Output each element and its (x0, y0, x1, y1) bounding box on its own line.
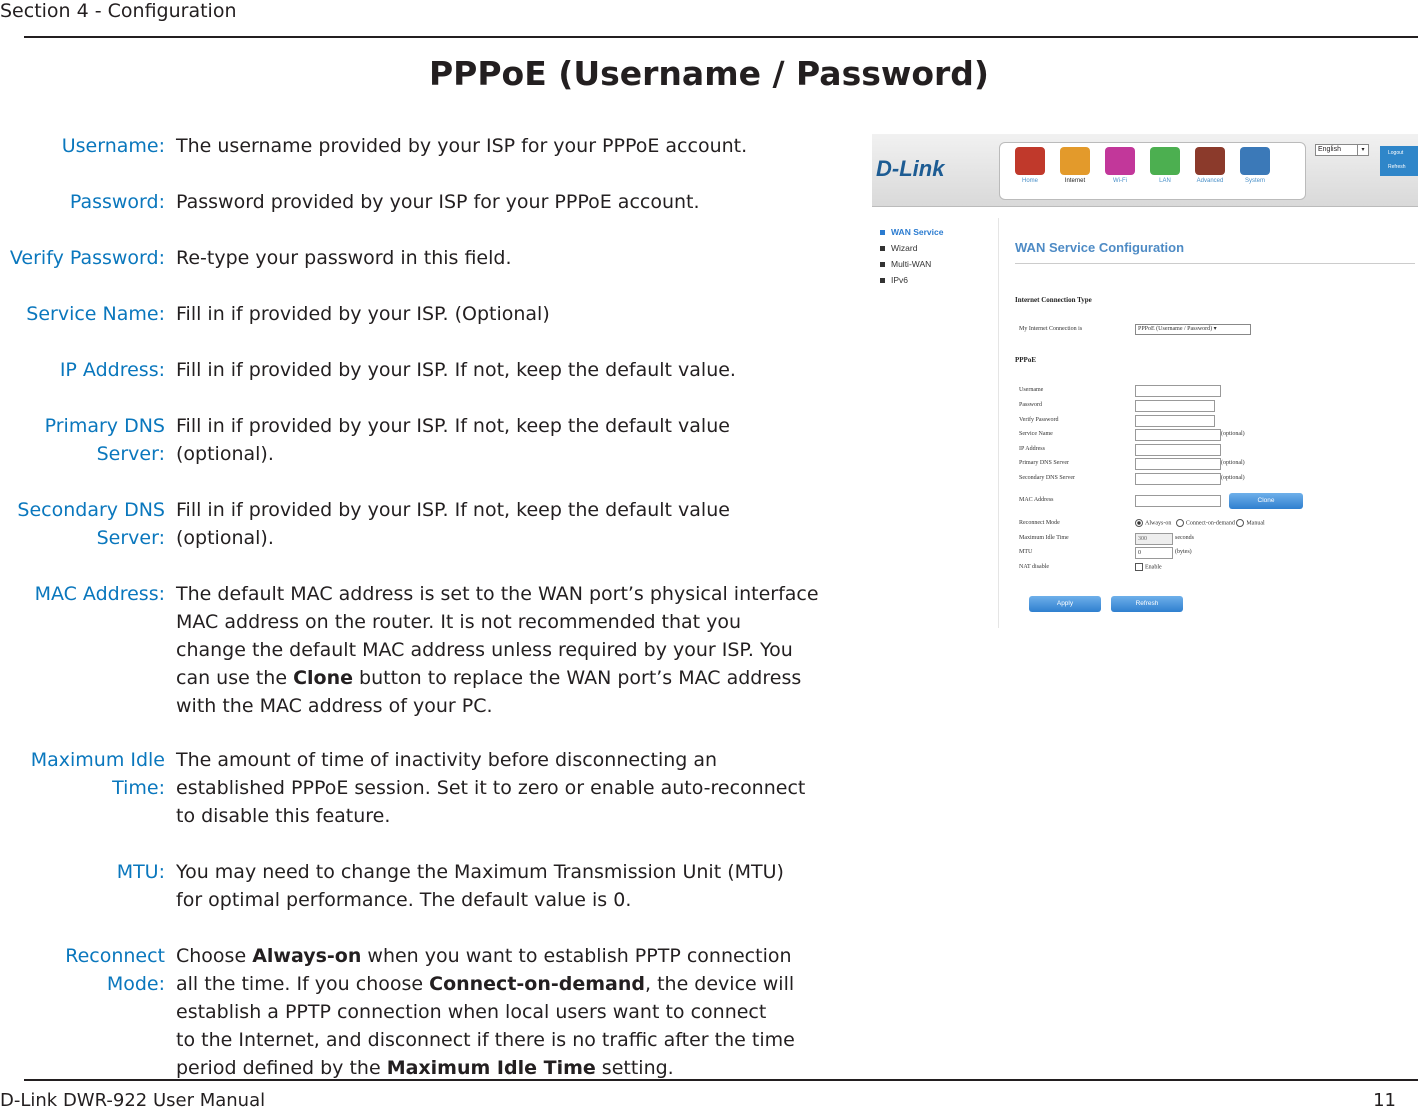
text-run: for optimal performance. The default value is 0. (176, 889, 632, 911)
text-run: establish a PPTP connection when local users want to connect (176, 1001, 767, 1023)
text-run: MAC address on the router. It is not recommended that you (176, 611, 742, 633)
text-run: Fill in if provided by your ISP. If not, keep the default value. (176, 359, 736, 381)
enable-checkbox[interactable] (1135, 563, 1143, 571)
definition-line (176, 802, 826, 830)
nav-item-internet[interactable] (1053, 147, 1097, 184)
definition-line (176, 300, 826, 328)
text-run: , the device will (645, 973, 795, 995)
reconnect-options (1135, 519, 1265, 527)
username-input[interactable] (1135, 385, 1221, 397)
max-idle-label: Maximum Idle Time (1019, 535, 1069, 541)
optional-note: (optional) (1221, 460, 1245, 466)
definition-line (176, 608, 826, 636)
secondary-dns-row (1019, 473, 1418, 485)
home-icon (1015, 147, 1045, 175)
field-term (117, 858, 165, 886)
panel-divider (1015, 263, 1415, 264)
field-definition (176, 858, 826, 914)
field-term-line: Secondary DNS (17, 499, 165, 521)
nav-item-label: Advanced (1196, 178, 1224, 184)
sidebar-item-label: Multi-WAN (891, 259, 932, 269)
definition-line (176, 858, 826, 886)
dlink-logo: D-Link (876, 156, 945, 181)
text-run: to disable this feature. (176, 805, 391, 827)
connection-type-value: PPPoE (Username / Password) (1138, 326, 1213, 332)
sidebar-item-ipv6[interactable] (880, 272, 990, 288)
text-run: (optional). (176, 527, 274, 549)
top-divider (24, 36, 1418, 38)
service-name-input[interactable] (1135, 429, 1221, 441)
reconnect-mode-label: Reconnect Mode (1019, 520, 1060, 526)
text-run: Fill in if provided by your ISP. If not, keep the default value (176, 499, 730, 521)
pppoe-title: PPPoE (1015, 356, 1036, 364)
mac-address-row (1019, 495, 1418, 507)
manual-label: Manual (1246, 520, 1265, 527)
field-definition (176, 746, 826, 830)
connection-type-label: My Internet Connection is (1019, 326, 1083, 332)
field-term (45, 412, 165, 468)
nat-enable-option (1135, 563, 1162, 571)
field-definition (176, 188, 826, 216)
max-idle-input[interactable]: 300 (1135, 533, 1173, 545)
field-term (17, 496, 165, 552)
mtu-label: MTU (1019, 549, 1033, 555)
field-definition (176, 942, 826, 1082)
sidebar-item-label: WAN Service (891, 227, 944, 237)
apply-button[interactable]: Apply (1029, 596, 1101, 612)
password-input[interactable] (1135, 400, 1215, 412)
definition-line (176, 524, 826, 552)
field-definition (176, 580, 826, 720)
definition-line (176, 746, 826, 774)
text-run: Fill in if provided by your ISP. If not, keep the default value (176, 415, 730, 437)
nat-disable-row (1019, 562, 1418, 574)
nav-item-lan[interactable] (1143, 147, 1187, 184)
definition-line (176, 636, 826, 664)
max-idle-row (1019, 533, 1418, 545)
service-name-label: Service Name (1019, 431, 1053, 437)
dlink-logo-area (872, 142, 997, 206)
reconnect-mode-row (1019, 518, 1418, 530)
field-term-line: Time: (112, 777, 165, 799)
seconds-unit: seconds (1175, 535, 1194, 541)
verify-password-label: Verify Password (1019, 417, 1059, 423)
nav-item-label: Wi-Fi (1113, 178, 1127, 184)
definition-line (176, 1054, 826, 1082)
field-term (31, 746, 165, 802)
bullet-icon (880, 230, 885, 235)
nav-item-home[interactable] (1008, 147, 1052, 184)
nat-disable-label: NAT disable (1019, 564, 1050, 570)
nav-item-wifi[interactable] (1098, 147, 1142, 184)
text-run: Fill in if provided by your ISP. (Optional) (176, 303, 550, 325)
text-run: The amount of time of inactivity before disconnecting an (176, 749, 718, 771)
definition-line (176, 132, 826, 160)
text-run: all the time. If you choose (176, 973, 430, 995)
logout-button[interactable]: Logout (1388, 150, 1404, 156)
field-term-line: MTU: (116, 861, 165, 883)
text-run: with the MAC address of your PC. (176, 695, 493, 717)
bullet-icon (880, 246, 885, 251)
nav-item-label: LAN (1159, 178, 1171, 184)
text-run: Password provided by your ISP for your PPPoE account. (176, 191, 700, 213)
router-screenshot (872, 134, 1418, 628)
bullet-icon (880, 262, 885, 267)
definition-line (176, 942, 826, 970)
page-number: 11 (1373, 1090, 1396, 1111)
definition-line (176, 1026, 826, 1054)
password-row (1019, 400, 1418, 412)
definition-line (176, 886, 826, 914)
field-definition (176, 300, 826, 328)
bold-term: Clone (293, 667, 353, 689)
wan-config-panel (998, 218, 1418, 628)
connection-type-title: Internet Connection Type (1015, 296, 1092, 304)
field-term-line: Service Name: (26, 303, 165, 325)
sidebar-item-multi-wan[interactable] (880, 256, 990, 272)
definition-line (176, 970, 826, 998)
router-sidebar (880, 224, 990, 288)
nav-item-label: Home (1021, 178, 1038, 184)
mac-address-input[interactable] (1135, 495, 1221, 507)
field-term-line: Username: (61, 135, 165, 157)
language-select[interactable] (1315, 144, 1369, 156)
sidebar-item-wan-service[interactable] (880, 224, 990, 240)
manual-radio[interactable] (1236, 519, 1244, 527)
field-term-line: Server: (96, 443, 165, 465)
footer-manual-title: D-Link DWR-922 User Manual (0, 1090, 266, 1111)
mtu-row (1019, 547, 1418, 559)
bold-term: Connect-on-demand (429, 973, 645, 995)
field-term (26, 300, 165, 328)
nav-item-system[interactable] (1233, 147, 1277, 184)
text-run: (optional). (176, 443, 274, 465)
system-icon (1240, 147, 1270, 175)
refresh-button[interactable]: Refresh (1111, 596, 1183, 612)
text-run: change the default MAC address unless required by your ISP. You (176, 639, 793, 661)
definition-line (176, 580, 826, 608)
field-term-line: Primary DNS (44, 415, 165, 437)
field-term (62, 132, 165, 160)
text-run: setting. (595, 1057, 674, 1079)
sidebar-item-wizard[interactable] (880, 240, 990, 256)
text-run: established PPPoE session. Set it to zero or enable auto-reconnect (176, 777, 806, 799)
language-value: English (1318, 146, 1341, 153)
advanced-icon (1195, 147, 1225, 175)
optional-note: (optional) (1221, 431, 1245, 437)
sidebar-item-label: IPv6 (891, 275, 909, 285)
field-term-line: Password: (69, 191, 165, 213)
connection-type-select[interactable]: PPPoE (Username / Password) ▾ (1135, 324, 1251, 335)
globe-icon (1060, 147, 1090, 175)
field-term (65, 942, 165, 998)
ip-address-label: IP Address (1019, 446, 1045, 452)
field-term-line: Verify Password: (9, 247, 165, 269)
field-term (35, 580, 165, 608)
field-term-line: Reconnect (65, 945, 165, 967)
bottom-divider (24, 1079, 1418, 1081)
connection-type-row (1019, 324, 1418, 336)
text-run: Re-type your password in this field. (176, 247, 512, 269)
verify-password-input[interactable] (1135, 415, 1215, 427)
clone-button[interactable]: Clone (1229, 493, 1303, 509)
chevron-down-icon: ▾ (1357, 145, 1368, 155)
text-run: Choose (176, 945, 253, 967)
enable-label: Enable (1145, 564, 1162, 571)
refresh-top-button[interactable]: Refresh (1388, 164, 1406, 170)
nav-item-advanced[interactable] (1188, 147, 1232, 184)
text-run: to the Internet, and disconnect if there is no traffic after the time (176, 1029, 795, 1051)
username-row (1019, 385, 1418, 397)
username-label: Username (1019, 387, 1044, 393)
secondary-dns-input[interactable] (1135, 473, 1221, 485)
text-run: when you want to establish PPTP connection (361, 945, 792, 967)
connect-on-demand-radio[interactable] (1176, 519, 1184, 527)
definition-line (176, 244, 826, 272)
definition-line (176, 440, 826, 468)
field-term (60, 356, 165, 384)
field-definition (176, 132, 826, 160)
definition-line (176, 412, 826, 440)
definition-line (176, 496, 826, 524)
field-definition (176, 356, 826, 384)
service-name-row (1019, 429, 1418, 441)
page-title: PPPoE (Username / Password) (429, 54, 989, 93)
bytes-unit: (bytes) (1175, 549, 1192, 555)
text-run: The username provided by your ISP for your PPPoE account. (176, 135, 748, 157)
text-run: can use the (176, 667, 294, 689)
text-run: You may need to change the Maximum Transmission Unit (MTU) (176, 861, 784, 883)
panel-heading: WAN Service Configuration (1015, 240, 1185, 255)
field-term-line: Server: (96, 527, 165, 549)
bullet-icon (880, 278, 885, 283)
text-run: period defined by the (176, 1057, 387, 1079)
ip-address-input[interactable] (1135, 444, 1221, 456)
mtu-input[interactable]: 0 (1135, 547, 1173, 559)
field-term-line: IP Address: (59, 359, 165, 381)
definition-line (176, 664, 826, 692)
top-action-buttons (1380, 146, 1418, 176)
password-label: Password (1019, 402, 1043, 408)
definition-line (176, 188, 826, 216)
always-on-radio[interactable] (1135, 519, 1143, 527)
definition-line (176, 356, 826, 384)
bold-term: Maximum Idle Time (386, 1057, 596, 1079)
router-header (872, 134, 1418, 207)
router-nav-bar (999, 142, 1306, 200)
field-definition (176, 244, 826, 272)
field-definition (176, 496, 826, 552)
bold-term: Always-on (252, 945, 362, 967)
primary-dns-row (1019, 458, 1418, 470)
ip-address-row (1019, 444, 1418, 456)
connect-on-demand-label: Connect-on-demand (1185, 520, 1235, 527)
nav-item-label: Internet (1064, 178, 1086, 184)
field-definition (176, 412, 826, 468)
secondary-dns-label: Secondary DNS Server (1019, 475, 1075, 481)
primary-dns-input[interactable] (1135, 458, 1221, 470)
section-header: Section 4 - Configuration (0, 0, 237, 22)
definition-line (176, 998, 826, 1026)
field-term-line: Maximum Idle (30, 749, 165, 771)
verify-password-row (1019, 415, 1418, 427)
primary-dns-label: Primary DNS Server (1019, 460, 1069, 466)
optional-note: (optional) (1221, 475, 1245, 481)
definition-line (176, 774, 826, 802)
definition-line (176, 692, 826, 720)
nav-item-label: System (1244, 178, 1265, 184)
always-on-label: Always-on (1145, 520, 1172, 527)
sidebar-item-label: Wizard (891, 243, 918, 253)
lan-icon (1150, 147, 1180, 175)
text-run: The default MAC address is set to the WAN port’s physical interface (176, 583, 819, 605)
text-run: button to replace the WAN port’s MAC address (353, 667, 802, 689)
field-term (10, 244, 165, 272)
field-term-line: Mode: (106, 973, 165, 995)
field-term-line: MAC Address: (34, 583, 165, 605)
field-term (70, 188, 165, 216)
mac-address-label: MAC Address (1019, 497, 1054, 503)
wifi-icon (1105, 147, 1135, 175)
